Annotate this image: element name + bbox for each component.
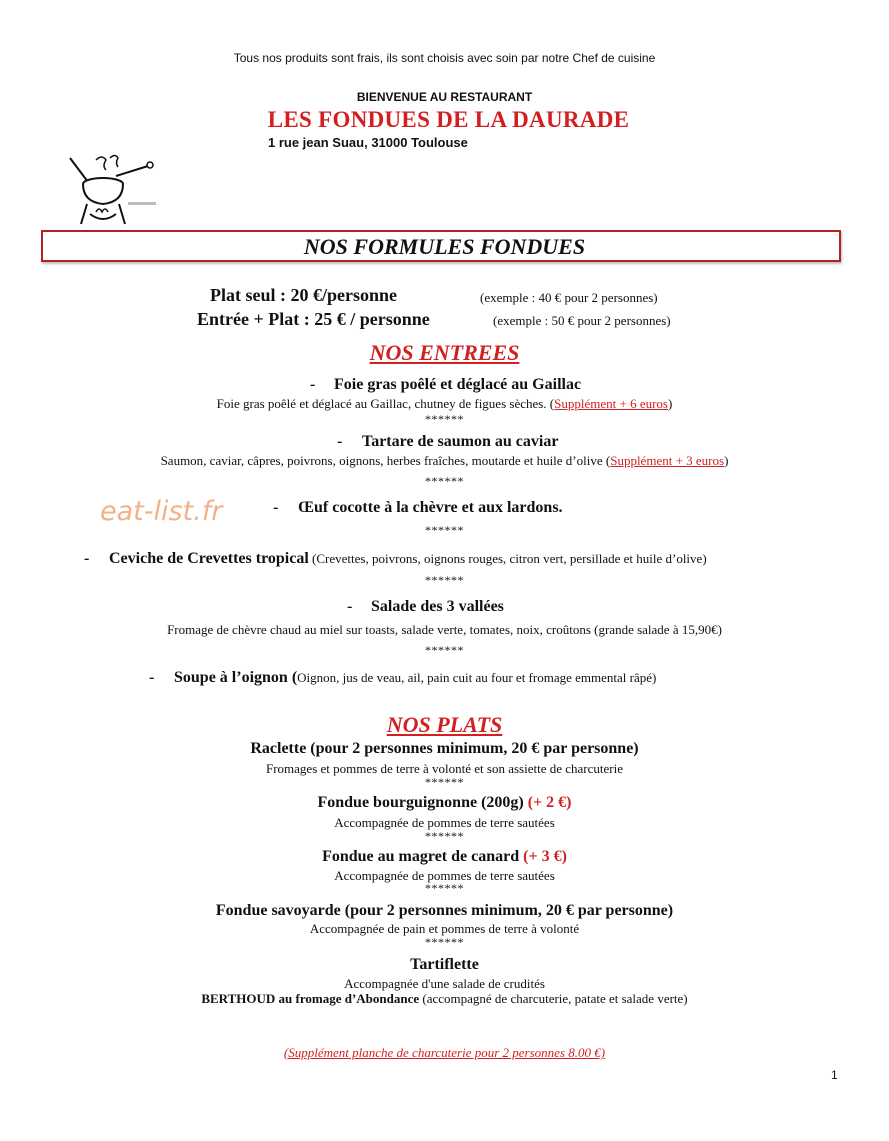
separator: ****** <box>425 935 464 949</box>
entrees-heading: NOS ENTREES <box>369 340 520 365</box>
plat-berthoud-name: BERTHOUD au fromage d’Abondance <box>201 991 420 1006</box>
plat-magret-supplement: (+ 3 €) <box>523 848 567 865</box>
tagline: Tous nos produits sont frais, ils sont choisis avec soin par notre Chef de cuisine <box>233 51 656 65</box>
plat-raclette-desc: Fromages et pommes de terre à volonté et son assiette de charcuterie <box>265 761 623 776</box>
restaurant-address: 1 rue jean Suau, 31000 Toulouse <box>268 135 468 150</box>
plat-magret-name: Fondue au magret de canard <box>322 848 520 865</box>
entree-salade-name: Salade des 3 vallées <box>371 598 504 615</box>
plat-savoyarde-desc: Accompagnée de pain et pommes de terre à volonté <box>309 921 580 936</box>
formula-plat-seul: Plat seul : 20 €/personne <box>210 285 397 305</box>
separator: ****** <box>425 523 464 537</box>
list-item-dash: - <box>149 669 155 686</box>
entree-ceviche-name: Ceviche de Crevettes tropical <box>109 550 309 567</box>
list-item-dash: - <box>310 376 316 393</box>
formula-entree-plat-example: (exemple : 50 € pour 2 personnes) <box>493 313 671 328</box>
separator: ****** <box>425 829 464 843</box>
entree-ceviche <box>109 550 707 568</box>
plat-magret-desc: Accompagnée de pommes de terre sautées <box>334 868 555 883</box>
entree-tartare-desc: Saumon, caviar, câpres, poivrons, oignons, herbes fraîches, moutarde et huile d’olive (Supplément + 3 euros) <box>160 453 729 468</box>
supplement-foie-gras: Supplément + 6 euros <box>554 396 668 411</box>
entree-foie-gras-name: Foie gras poêlé et déglacé au Gaillac <box>334 376 582 393</box>
separator: ****** <box>425 474 464 488</box>
page-number: 1 <box>831 1068 838 1082</box>
separator: ****** <box>425 573 464 587</box>
entree-tartare-name: Tartare de saumon au caviar <box>362 433 559 450</box>
separator: ****** <box>425 775 464 789</box>
entree-salade-desc: Fromage de chèvre chaud au miel sur toasts, salade verte, tomates, noix, croûtons (grande salade à 15,90€) <box>167 622 722 637</box>
fondue-pot-icon <box>60 152 160 232</box>
plat-savoyarde-name: Fondue savoyarde (pour 2 personnes minimum, 20 € par personne) <box>215 902 674 919</box>
plat-berthoud-desc: (accompagné de charcuterie, patate et salade verte) <box>419 991 688 1006</box>
entree-foie-gras-desc: Foie gras poêlé et déglacé au Gaillac, chutney de figues sèches. (Supplément + 6 euros) <box>216 396 673 411</box>
entree-soupe <box>174 669 656 687</box>
plat-bourguignonne-supplement: (+ 2 €) <box>527 794 572 811</box>
plat-bourguignonne-name: Fondue bourguignonne (200g) <box>317 794 524 811</box>
plat-magret <box>0 848 889 866</box>
list-item-dash: - <box>347 598 353 615</box>
plat-bourguignonne <box>0 794 889 812</box>
entree-ceviche-desc: (Crevettes, poivrons, oignons rouges, citron vert, persillade et huile d’olive) <box>308 551 707 566</box>
supplement-tartare: Supplément + 3 euros <box>610 453 725 468</box>
formula-title: NOS FORMULES FONDUES <box>303 234 586 259</box>
plat-tartiflette-name: Tartiflette <box>410 956 479 973</box>
formula-plat-seul-example: (exemple : 40 € pour 2 personnes) <box>480 290 658 305</box>
charcuterie-supplement-note: (Supplément planche de charcuterie pour 2 personnes 8.00 €) <box>283 1045 606 1060</box>
plats-heading: NOS PLATS <box>386 712 503 737</box>
separator: ****** <box>425 881 464 895</box>
plat-bourguignonne-desc: Accompagnée de pommes de terre sautées <box>334 815 555 830</box>
separator: ****** <box>425 412 464 426</box>
plat-tartiflette-desc: Accompagnée d'une salade de crudités <box>344 976 545 991</box>
separator: ****** <box>425 643 464 657</box>
watermark: eat-list.fr <box>100 496 223 527</box>
list-item-dash: - <box>273 499 279 516</box>
plat-berthoud <box>0 991 889 1007</box>
list-item-dash: - <box>84 550 90 567</box>
entree-soupe-desc: Oignon, jus de veau, ail, pain cuit au four et fromage emmental râpé) <box>297 670 657 685</box>
list-item-dash: - <box>337 433 343 450</box>
restaurant-name: LES FONDUES DE LA DAURADE <box>267 107 630 132</box>
entree-soupe-name: Soupe à l’oignon ( <box>174 669 298 686</box>
formula-entree-plat: Entrée + Plat : 25 € / personne <box>197 309 430 329</box>
plat-raclette-name: Raclette (pour 2 personnes minimum, 20 € par personne) <box>250 740 639 757</box>
entree-oeuf-cocotte-name: Œuf cocotte à la chèvre et aux lardons. <box>298 499 563 516</box>
welcome-heading: BIENVENUE AU RESTAURANT <box>356 90 533 104</box>
